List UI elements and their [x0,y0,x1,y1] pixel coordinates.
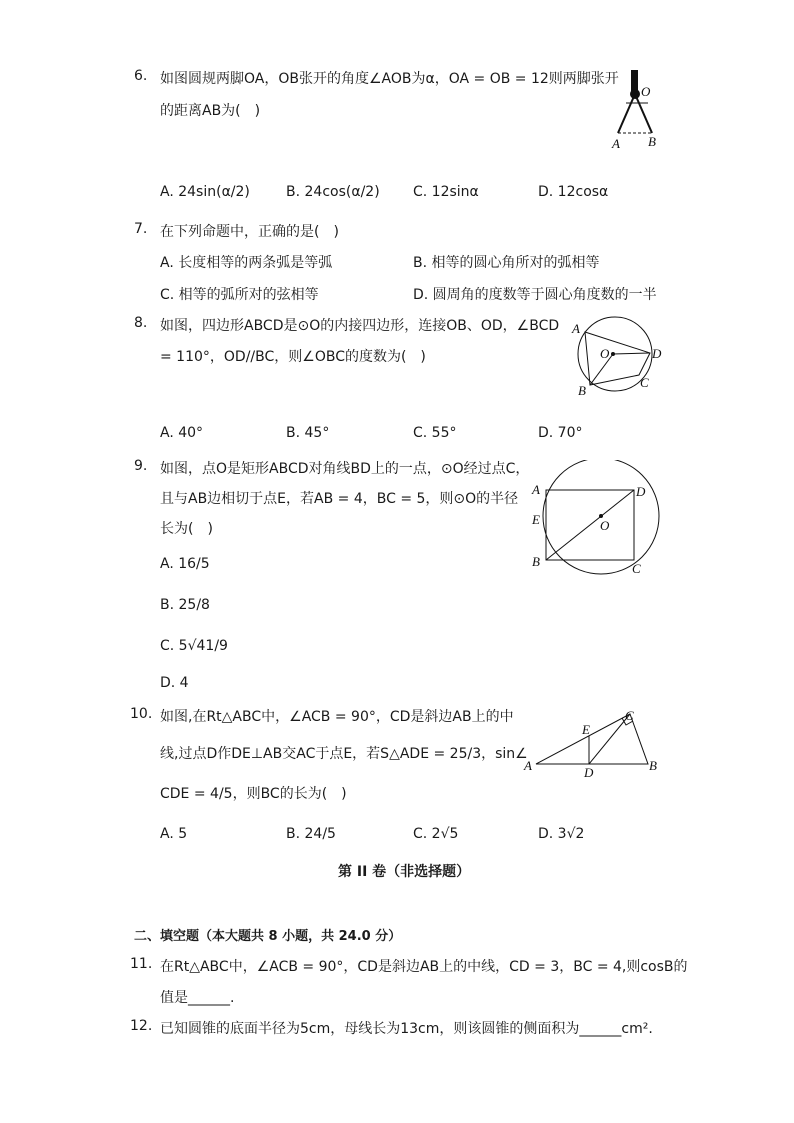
leg-ob [635,94,652,133]
question-text-line: CDE = 4/5，则BC的长为( ) [160,786,347,802]
option-a: A. 5 [160,826,188,842]
question-text-line: 值是______. [160,990,235,1006]
option-d: D. 3√2 [538,826,585,842]
label-e: E [582,722,590,737]
label-a: A [612,136,620,151]
label-d: D [584,765,594,778]
label-d: D [636,484,646,499]
question-text-line: 且与AB边相切于点E，若AB = 4，BC = 5，则⊙O的半径 [160,491,519,507]
option-c: C. 2√5 [413,826,459,842]
label-b: B [532,554,540,569]
question-number: 7. [134,221,148,237]
option-c: C. 相等的弧所对的弦相等 [160,287,319,303]
option-b: B. 25/8 [160,597,210,613]
label-b: B [648,134,656,149]
section-title: 二、填空题（本大题共 8 小题，共 24.0 分） [134,929,402,944]
label-a: A [532,482,540,497]
question-text-line: = 110°，OD//BC，则∠OBC的度数为( ) [160,349,426,365]
question-text-line: 已知圆锥的底面半径为5cm，母线长为13cm，则该圆锥的侧面积为______cm². [160,1021,653,1037]
option-a: A. 24sin(α/2) [160,184,250,200]
option-a: A. 16/5 [160,556,210,572]
option-a: A. 40° [160,425,204,441]
diagonal-bd [546,490,634,560]
option-b: B. 24cos(α/2) [286,184,380,200]
question-text-line: 如图圆规两脚OA，OB张开的角度∠AOB为α，OA = OB = 12则两脚张开 [160,71,619,87]
question-number: 8. [134,315,148,331]
compass-figure [600,66,672,152]
option-c: C. 5√41/9 [160,638,228,654]
option-d: D. 4 [160,675,189,691]
right-triangle-figure [520,706,666,778]
label-o: O [641,84,651,99]
question-number: 6. [134,68,148,84]
question-number: 12. [130,1018,153,1034]
option-c: C. 12sinα [413,184,479,200]
question-number: 9. [134,458,148,474]
question-text-line: 的距离AB为( ) [160,103,261,119]
label-d: D [652,346,662,361]
label-o: O [600,346,610,361]
label-o: O [600,518,610,533]
part-title: 第 II 卷（非选择题） [338,864,471,880]
label-b: B [578,383,586,397]
label-c: C [640,375,649,390]
question-text-line: 线,过点D作DE⊥AB交AC于点E，若S△ADE = 25/3，sin∠ [160,746,528,762]
option-a: A. 长度相等的两条弧是等弧 [160,255,333,271]
label-b: B [649,758,657,773]
circle-quadrilateral-figure [564,315,666,397]
option-d: D. 圆周角的度数等于圆心角度数的一半 [413,287,657,303]
center-point [611,352,615,356]
question-text-line: 在下列命题中，正确的是( ) [160,224,339,240]
label-a: A [572,321,580,336]
label-c: C [632,561,641,576]
question-text-line: 长为( ) [160,521,213,537]
label-e: E [532,512,540,527]
question-text-line: 如图，点O是矩形ABCD对角线BD上的一点，⊙O经过点C， [160,461,530,477]
rectangle-circle-figure [528,460,664,578]
question-text-line: 如图,在Rt△ABC中，∠ACB = 90°，CD是斜边AB上的中 [160,709,514,725]
label-c: C [625,708,634,723]
question-text-line: 如图，四边形ABCD是⊙O的内接四边形，连接OB、OD，∠BCD [160,318,560,334]
option-d: D. 70° [538,425,583,441]
option-b: B. 45° [286,425,330,441]
option-b: B. 24/5 [286,826,336,842]
question-text-line: 在Rt△ABC中，∠ACB = 90°，CD是斜边AB上的中线，CD = 3，BC = 4,则cosB的 [160,959,688,975]
question-number: 11. [130,956,153,972]
option-b: B. 相等的圆心角所对的弧相等 [413,255,600,271]
leg-oa [618,94,635,133]
segment-od [613,353,650,354]
option-d: D. 12cosα [538,184,609,200]
question-number: 10. [130,706,153,722]
label-a: A [524,758,532,773]
option-c: C. 55° [413,425,457,441]
